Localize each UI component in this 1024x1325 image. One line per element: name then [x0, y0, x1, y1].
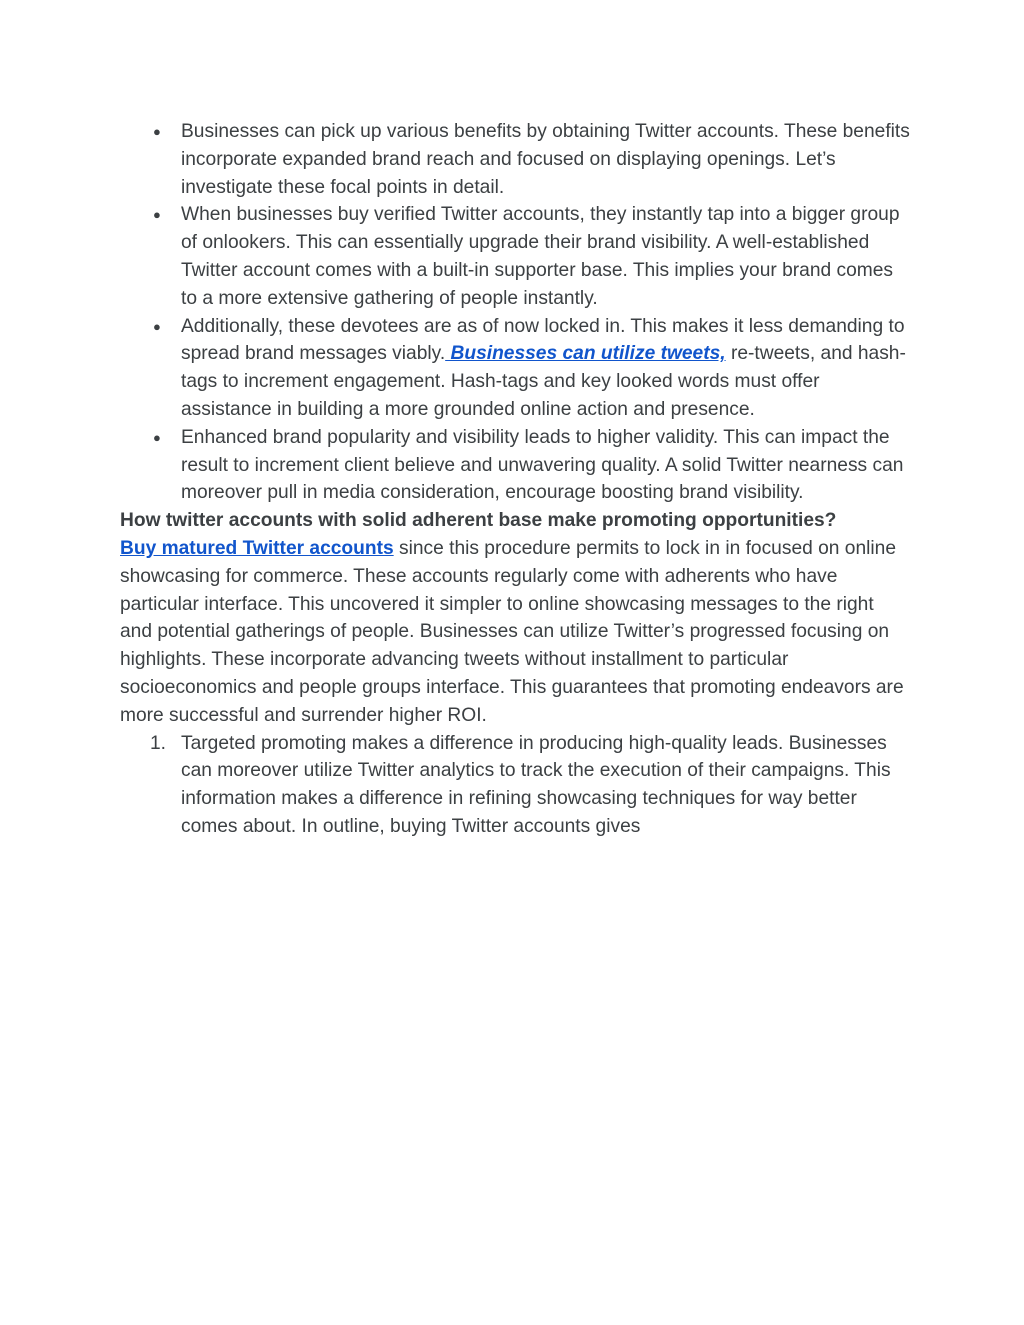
list-item: [120, 730, 910, 841]
section-heading: How twitter accounts with solid adherent base make promoting opportunities?: [120, 510, 837, 532]
bullet-text: When businesses buy verified Twitter accounts, they instantly tap into a bigger group of onlookers. This can essentially upgrade their brand visibility. A well-established Twitter account comes with a built-in supporter base. This implies your brand comes to a more extensive gathering of people instantly.: [181, 204, 900, 309]
bullet-icon: ●: [153, 318, 161, 334]
list-item: [120, 424, 910, 507]
bullet-text: Enhanced brand popularity and visibility leads to higher validity. This can impact the result to increment client believe and unwavering quality. A solid Twitter nearness can moreover pull in media consideration, encourage boosting brand visibility.: [181, 426, 904, 504]
paragraph-text: since this procedure permits to lock in in focused on online showcasing for commerce. These accounts regularly come with adherents who have particular interface. This uncovered it simpler to online showcasing messages to the right and potential gatherings of people. Businesses can utilize Twitter’s progressed focusing on highlights. These incorporate advancing tweets without installment to particular socioeconomics and people groups interface. This guarantees that promoting endeavors are more successful and surrender higher ROI.: [120, 537, 904, 726]
list-item: [120, 201, 910, 312]
body-paragraph: [120, 535, 910, 730]
numbered-text: Targeted promoting makes a difference in producing high-quality leads. Businesses can moreover utilize Twitter analytics to track the execution of their campaigns. This information makes a difference in refining showcasing techniques for way better comes about. In outline, buying Twitter accounts gives: [181, 732, 891, 837]
utilize-tweets-link[interactable]: Businesses can utilize tweets,: [445, 343, 726, 365]
bullet-icon: ●: [153, 207, 161, 223]
bullet-list: [120, 118, 910, 507]
list-number: 1.: [150, 732, 167, 754]
bullet-icon: ●: [153, 429, 161, 445]
bullet-text: Additionally, these devotees are as of now locked in. This makes it less demanding to spread brand messages viably.: [181, 315, 905, 365]
bullet-text: re-tweets, and hash-tags to increment engagement. Hash-tags and key looked words must offer assistance in building a more grounded online action and presence.: [181, 343, 906, 420]
list-item: [120, 313, 910, 424]
list-item: [120, 118, 910, 201]
bullet-text: Businesses can pick up various benefits by obtaining Twitter accounts. These benefits incorporate expanded brand reach and focused on displaying openings. Let’s investigate these focal points in detail.: [181, 121, 910, 198]
buy-matured-accounts-link[interactable]: Buy matured Twitter accounts: [120, 537, 394, 559]
document-body: [120, 118, 910, 841]
numbered-list: [120, 730, 910, 841]
bullet-icon: ●: [153, 124, 161, 139]
